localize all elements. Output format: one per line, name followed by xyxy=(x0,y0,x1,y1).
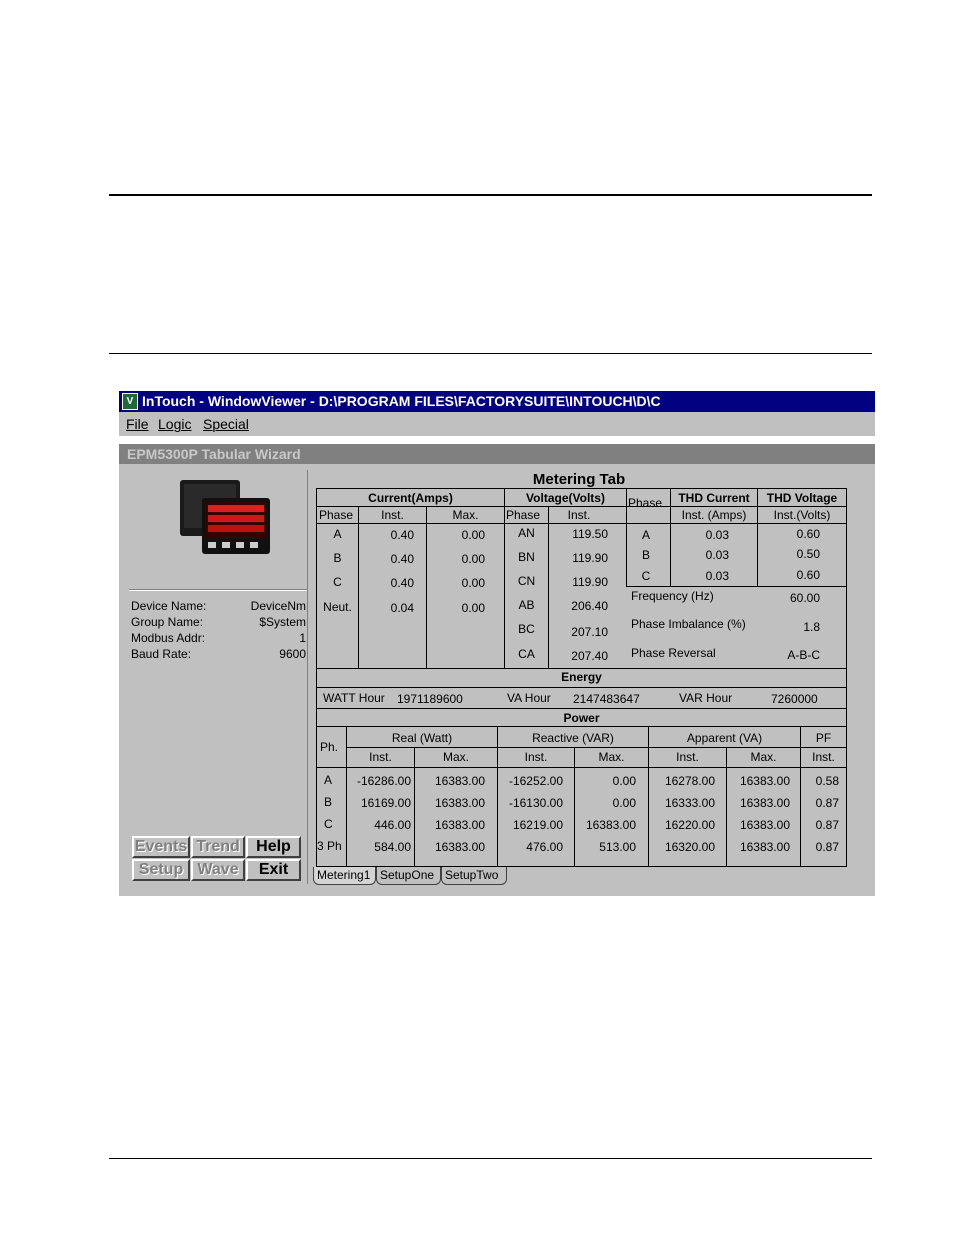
voltage-inst: 206.40 xyxy=(571,599,608,613)
apparent-max: 16383.00 xyxy=(739,840,790,854)
power-ph-col: Ph. xyxy=(320,740,339,754)
voltage-phase-col: Phase xyxy=(506,508,541,522)
current-inst-col: Inst. xyxy=(381,508,404,522)
metering-panel xyxy=(309,470,857,885)
canvas-strip xyxy=(119,436,875,444)
voltage-phase: BC xyxy=(518,622,535,636)
reactive-inst: -16252.00 xyxy=(508,774,563,788)
apparent-inst-col: Inst. xyxy=(676,750,699,764)
wave-button[interactable]: Wave xyxy=(191,859,245,881)
thd-phase: B xyxy=(641,548,650,562)
tab-strip xyxy=(309,865,857,887)
title-bar xyxy=(119,391,875,412)
tab-metering1[interactable]: Metering1 xyxy=(313,867,376,885)
real-inst: 16169.00 xyxy=(360,796,411,810)
pf-inst-col: Inst. xyxy=(812,750,835,764)
footer-rule xyxy=(109,1158,872,1159)
current-phase: C xyxy=(333,575,342,589)
watt-hour-value: 1971189600 xyxy=(397,692,463,706)
real-inst-col: Inst. xyxy=(369,750,392,764)
voltage-phase: CN xyxy=(517,574,536,588)
events-button[interactable]: Events xyxy=(132,836,190,858)
thd-current: 0.03 xyxy=(705,528,729,542)
thd-voltage: 0.60 xyxy=(796,527,820,541)
modbus-addr-value: 1 xyxy=(299,631,306,645)
thd-voltage-header: THD Voltage xyxy=(766,491,838,505)
current-phase: A xyxy=(333,527,342,541)
va-hour-value: 2147483647 xyxy=(573,692,640,706)
reactive-max-col: Max. xyxy=(598,750,625,764)
reactive-inst: 476.00 xyxy=(526,840,563,854)
group-name-label: Group Name: xyxy=(131,615,204,629)
voltage-phase: CA xyxy=(518,647,535,661)
window-title: InTouch - WindowViewer - D:\PROGRAM FILES\FACTORYSUITE\INTOUCH\D\C xyxy=(142,393,661,409)
trend-button[interactable]: Trend xyxy=(191,836,245,858)
watt-hour-label: WATT Hour xyxy=(323,691,385,705)
baud-rate-value: 9600 xyxy=(279,647,306,661)
apparent-inst: 16278.00 xyxy=(664,774,715,788)
voltage-phase: BN xyxy=(518,550,535,564)
current-max-col: Max. xyxy=(452,508,479,522)
app-icon[interactable]: V xyxy=(122,393,138,410)
reactive-inst-col: Inst. xyxy=(524,750,548,764)
current-inst: 0.40 xyxy=(390,552,414,566)
power-phase: C xyxy=(324,817,333,831)
tab-setupone[interactable]: SetupOne xyxy=(376,867,441,885)
var-hour-value: 7260000 xyxy=(771,692,818,706)
group-name-row xyxy=(131,614,306,630)
reactive-max: 0.00 xyxy=(612,774,636,788)
modbus-addr-row xyxy=(131,630,306,646)
current-max: 0.00 xyxy=(461,528,485,542)
metering-table xyxy=(316,488,847,867)
reactive-inst: 16219.00 xyxy=(512,818,563,832)
voltage-inst: 119.50 xyxy=(572,527,608,541)
device-name-label: Device Name: xyxy=(131,599,207,613)
nav-buttons xyxy=(130,836,302,884)
current-phase-col: Phase xyxy=(319,508,354,522)
pf-inst: 0.87 xyxy=(815,796,839,810)
voltage-inst: 207.10 xyxy=(571,625,608,639)
current-max: 0.00 xyxy=(461,601,485,615)
voltage-inst: 119.90 xyxy=(572,551,608,565)
thd-phase: A xyxy=(641,528,650,542)
tab-setuptwo[interactable]: SetupTwo xyxy=(441,867,507,885)
wizard-title: EPM5300P Tabular Wizard xyxy=(127,446,301,462)
apparent-max: 16383.00 xyxy=(739,818,790,832)
pane-divider xyxy=(129,589,307,591)
energy-header: Energy xyxy=(561,670,602,684)
reactive-max: 16383.00 xyxy=(585,818,636,832)
reversal-label: Phase Reversal xyxy=(631,646,716,660)
modbus-addr-label: Modbus Addr: xyxy=(131,631,206,645)
reactive-max: 513.00 xyxy=(599,840,636,854)
voltage-inst: 207.40 xyxy=(571,649,608,663)
imbalance-label: Phase Imbalance (%) xyxy=(631,617,746,631)
apparent-inst: 16333.00 xyxy=(664,796,715,810)
menu-special[interactable]: Special xyxy=(203,416,249,432)
current-inst: 0.40 xyxy=(390,576,414,590)
power-phase: 3 Ph xyxy=(317,839,342,853)
group-name-value: $System xyxy=(259,615,306,629)
pf-header: PF xyxy=(815,731,832,745)
pf-inst: 0.87 xyxy=(815,840,839,854)
device-name-row xyxy=(131,598,306,614)
help-button[interactable]: Help xyxy=(246,836,301,858)
device-pane xyxy=(126,470,308,884)
current-phase: Neut. xyxy=(323,600,352,614)
voltage-inst-col: Inst. xyxy=(567,508,591,522)
real-header: Real (Watt) xyxy=(391,731,453,745)
real-inst: 446.00 xyxy=(374,818,411,832)
device-name-value: DeviceNm xyxy=(250,599,306,613)
current-phase: B xyxy=(333,551,342,565)
current-inst: 0.40 xyxy=(390,528,414,542)
menu-file[interactable]: File xyxy=(126,416,149,432)
menu-bar xyxy=(119,412,875,436)
power-header: Power xyxy=(563,711,600,725)
current-inst: 0.04 xyxy=(390,601,414,615)
voltage-inst: 119.90 xyxy=(572,575,608,589)
reactive-max: 0.00 xyxy=(612,796,636,810)
thd-current-sub: Inst. (Amps) xyxy=(681,508,747,522)
frequency-label: Frequency (Hz) xyxy=(631,589,714,603)
thd-current: 0.03 xyxy=(705,569,729,583)
voltage-phase: AB xyxy=(518,598,535,612)
thd-phase: C xyxy=(641,569,651,583)
metering-title: Metering Tab xyxy=(532,471,626,488)
exit-button[interactable]: Exit xyxy=(246,859,301,881)
apparent-max-col: Max. xyxy=(750,750,777,764)
wizard-header xyxy=(119,444,875,464)
real-max-col: Max. xyxy=(442,750,469,764)
reversal-value: A-B-C xyxy=(787,648,820,662)
meter-device-image xyxy=(180,480,272,556)
power-phase: A xyxy=(324,773,333,787)
voltage-header: Voltage(Volts) xyxy=(526,491,605,505)
var-hour-label: VAR Hour xyxy=(679,691,733,705)
thd-voltage: 0.60 xyxy=(796,568,820,582)
va-hour-label: VA Hour xyxy=(507,691,551,705)
setup-button[interactable]: Setup xyxy=(132,859,190,881)
apparent-max: 16383.00 xyxy=(739,796,790,810)
thd-current: 0.03 xyxy=(705,548,729,562)
apparent-inst: 16320.00 xyxy=(664,840,715,854)
thd-voltage: 0.50 xyxy=(796,547,820,561)
baud-rate-row xyxy=(131,646,306,662)
real-max: 16383.00 xyxy=(434,818,485,832)
section-rule xyxy=(109,353,872,354)
intouch-window xyxy=(119,391,875,896)
imbalance-value: 1.8 xyxy=(803,620,820,634)
apparent-header: Apparent (VA) xyxy=(686,731,763,745)
apparent-max: 16383.00 xyxy=(739,774,790,788)
pf-inst: 0.87 xyxy=(815,818,839,832)
current-max: 0.00 xyxy=(461,552,485,566)
pf-inst: 0.58 xyxy=(815,774,839,788)
frequency-value: 60.00 xyxy=(789,591,820,605)
real-max: 16383.00 xyxy=(434,840,485,854)
current-max: 0.00 xyxy=(461,576,485,590)
thd-phase-header: Phase xyxy=(628,496,663,510)
current-header: Current(Amps) xyxy=(368,491,453,505)
top-rule xyxy=(109,194,872,196)
apparent-inst: 16220.00 xyxy=(664,818,715,832)
voltage-phase: AN xyxy=(518,526,535,540)
real-inst: 584.00 xyxy=(374,840,411,854)
menu-logic[interactable]: Logic xyxy=(158,416,192,432)
reactive-inst: -16130.00 xyxy=(508,796,563,810)
real-inst: -16286.00 xyxy=(356,774,411,788)
power-phase: B xyxy=(324,795,333,809)
thd-voltage-sub: Inst.(Volts) xyxy=(773,508,831,522)
real-max: 16383.00 xyxy=(434,774,485,788)
reactive-header: Reactive (VAR) xyxy=(532,731,614,745)
real-max: 16383.00 xyxy=(434,796,485,810)
baud-rate-label: Baud Rate: xyxy=(131,647,192,661)
thd-current-header: THD Current xyxy=(678,491,750,505)
